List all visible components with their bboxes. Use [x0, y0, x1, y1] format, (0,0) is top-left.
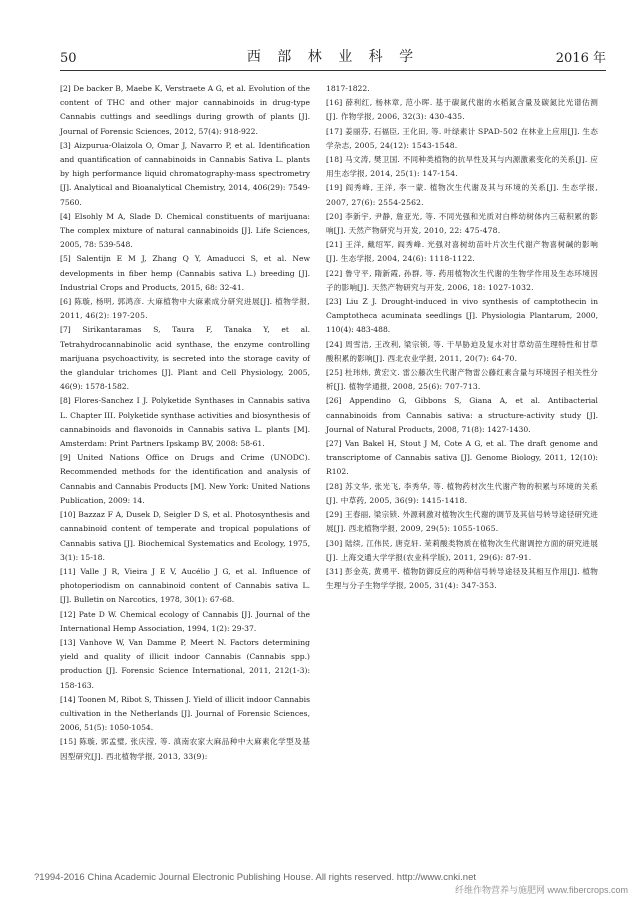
reference-item: [30] 陆续, 江伟民, 唐克轩. 茉莉酸类物质在植物次生代谢调控方面的研究进展[J]. 上海交通大学学报(农业科学版), 2011, 29(6): 87-91. — [326, 538, 598, 562]
reference-item: [4] Elsohly M A, Slade D. Chemical constituents of marijuana: The complex mixture of natural cannabinoids [J]. Life Sciences, 2005, 78: 539-548. — [60, 211, 310, 250]
reference-item: [5] Salentijn E M J, Zhang Q Y, Amaducci S, et al. New developments in fiber hemp (Cannabis sativa L.) breeding [J]. Industrial Crops and Products, 2015, 68: 32-41. — [60, 254, 310, 292]
reference-item: [23] Liu Z J. Drought-induced in vivo synthesis of camptothecin in Camptotheca acuminata seedlings [J]. Physiologia Plantarum, 2000, 110(4): 483-488. — [326, 297, 598, 335]
reference-continuation: 1817-1822. — [326, 84, 370, 93]
reference-item: [16] 薛利红, 杨林章, 范小晖. 基于碳氮代谢的水稻氮含量及碳氮比光谱估测[J]. 作物学报, 2006, 32(3): 430-435. — [326, 98, 598, 122]
reference-item: [10] Bazzaz F A, Dusek D, Seigler D S, et al. Photosynthesis and cannabinoid content of temperate and tropical populations of Cannabis sativa [J]. Biochemical Systematics and Ecology, 1975, 3(1): 15-18. — [60, 510, 310, 562]
reference-item: [9] United Nations Office on Drugs and Crime (UNODC). Recommended methods for the identification and analysis of Cannabis and Cannabis Products [M]. New York: United Nations Publication, 2009: 14. — [60, 453, 310, 505]
references-left-column — [60, 82, 310, 764]
reference-item: [2] De backer B, Maebe K, Verstraete A G, et al. Evolution of the content of THC and other major cannabinoids in drug-type Cannabis cuttings and seedlings during growth of plants [J]. Journal of Forensic Sciences, 2012, 57(4): 918-922. — [60, 84, 310, 136]
reference-item: [11] Valle J R, Vieira J E V, Aucélio J G, et al. Influence of photoperiodism on cannabinoid content of Cannabis sativa L. [J]. Bulletin on Narcotics, 1978, 30(1): 67-68. — [60, 566, 310, 605]
reference-item: [25] 杜玮炜, 黄宏文. 雷公藤次生代谢产物雷公藤红素含量与环境因子相关性分析[J]. 植物学通报, 2008, 25(6): 707-713. — [326, 368, 598, 392]
references-right-column — [326, 82, 598, 593]
reference-item: [7] Sirikantaramas S, Taura F, Tanaka Y, et al. Tetrahydrocannabinolic acid synthase, the enzyme controlling marijuana psychoactivity, is secreted into the storage cavity of the glandular trichomes [J]. Plant and Cell Physiology, 2005, 46(9): 1578-1582. — [60, 325, 310, 392]
reference-item: [21] 王洋, 戴绍军, 阎秀峰. 光强对喜树幼苗叶片次生代谢产物喜树碱的影响[J]. 生态学报, 2004, 24(6): 1118-1122. — [326, 240, 598, 264]
reference-item: [13] Vanhove W, Van Damme P, Meert N. Factors determining yield and quality of illicit indoor Cannabis (Cannabis spp.) production [J]. Forensic Science International, 2011, 212(1-3): 158-163. — [60, 637, 310, 690]
reference-item: [19] 阎秀峰, 王洋, 李一蒙. 植物次生代谢及其与环境的关系[J]. 生态学报, 2007, 27(6): 2554-2562. — [326, 183, 598, 207]
reference-item: [18] 马文涛, 樊卫国. 不同种类植物的抗旱性及其与内源激素变化的关系[J]. 应用生态学报, 2014, 25(1): 147-154. — [326, 155, 598, 179]
reference-item: [8] Flores-Sanchez I J. Polyketide Synthases in Cannabis sativa L. Chapter III. Polyketide synthase activities and biosynthesis of cannabinoids and flavonoids in Cannabis sativa L. plants [M]. Amsterdam: Print Partners Ipskamp BV, 2008: 58-61. — [60, 396, 310, 449]
publication-year: 2016 年 — [555, 51, 606, 66]
reference-item: [12] Pate D W. Chemical ecology of Cannabis [J]. Journal of the International Hemp Association, 1994, 1(2): 29-37. — [60, 609, 310, 633]
journal-title: 西 部 林 业 科 学 — [246, 49, 420, 65]
reference-item: [27] Van Bakel H, Stout J M, Cote A G, et al. The draft genome and transcriptome of Cannabis sativa [J]. Genome Biology, 2011, 12(10): R102. — [326, 439, 598, 477]
reference-item: [24] 周雪洁, 王改利, 梁宗锁, 等. 干旱胁迫及复水对甘草幼苗生理特性和甘草酸积累的影响[J]. 西北农业学报, 2011, 20(7): 64-70. — [326, 339, 598, 363]
site-watermark: 纤维作物营养与施肥网 www.fibercrops.com — [454, 885, 628, 895]
reference-item: [31] 彭金英, 黄勇平. 植物防御反应的两种信号转导途径及其相互作用[J]. 植物生理与分子生物学学报, 2005, 31(4): 347-353. — [326, 566, 598, 591]
page-number: 50 — [60, 51, 77, 66]
copyright-footer: ?1994-2016 China Academic Journal Electronic Publishing House. All rights reserved. http://www.cnki.net — [34, 872, 476, 883]
reference-item: [20] 李新宇, 尹静, 詹亚光, 等. 不同光强和光质对白桦幼树体内三萜积累的影响[J]. 天然产物研究与开发, 2010, 22: 475-478. — [326, 211, 598, 236]
reference-item: [17] 姜丽芬, 石福臣, 王化田, 等. 叶绿素计 SPAD-502 在林业上应用[J]. 生态学杂志, 2005, 24(12): 1543-1548. — [326, 126, 598, 150]
reference-item: [6] 陈璇, 杨明, 郭鸿彦. 大麻植物中大麻素成分研究进展[J]. 植物学报, 2011, 46(2): 197-205. — [60, 297, 310, 321]
reference-item: [26] Appendino G, Gibbons S, Giana A, et al. Antibacterial cannabinoids from Cannabis sativa: a structure-activity study [J]. Journal of Natural Products, 2008, 71(8): 1427-1430. — [326, 396, 598, 434]
reference-item: [3] Aizpurua-Olaizola O, Omar J, Navarro P, et al. Identification and quantification of cannabinoids in Cannabis Sativa L. plants by high performance liquid chromatography-mass spectrometry [J]. Analytical and Bioanalytical Chemistry, 2014, 406(29): 7549-7560. — [60, 140, 310, 207]
reference-item: [14] Toonen M, Ribot S, Thissen J. Yield of illicit indoor Cannabis cultivation in the Netherlands [J]. Journal of Forensic Sciences, 2006, 51(5): 1050-1054. — [60, 694, 310, 733]
reference-item: [22] 鲁守平, 隋新霞, 孙群, 等. 药用植物次生代谢的生物学作用及生态环境因子的影响[J]. 天然产物研究与开发, 2006, 18: 1027-1032. — [326, 268, 598, 292]
reference-item: [29] 王春丽, 梁宗锁. 外源刺激对植物次生代谢的调节及其信号转导途径研究进展[J]. 西北植物学报, 2009, 29(5): 1055-1065. — [326, 510, 598, 534]
reference-item: [28] 苏文华, 张光飞, 李秀华, 等. 植物药材次生代谢产物的积累与环境的关系[J]. 中草药, 2005, 36(9): 1415-1418. — [326, 481, 598, 505]
reference-item: [15] 陈璇, 郭孟璧, 张庆滢, 等. 滇南农家大麻品种中大麻素化学型及基因型研究[J]. 西北植物学报, 2013, 33(9): — [60, 737, 310, 761]
page-header — [60, 42, 606, 71]
